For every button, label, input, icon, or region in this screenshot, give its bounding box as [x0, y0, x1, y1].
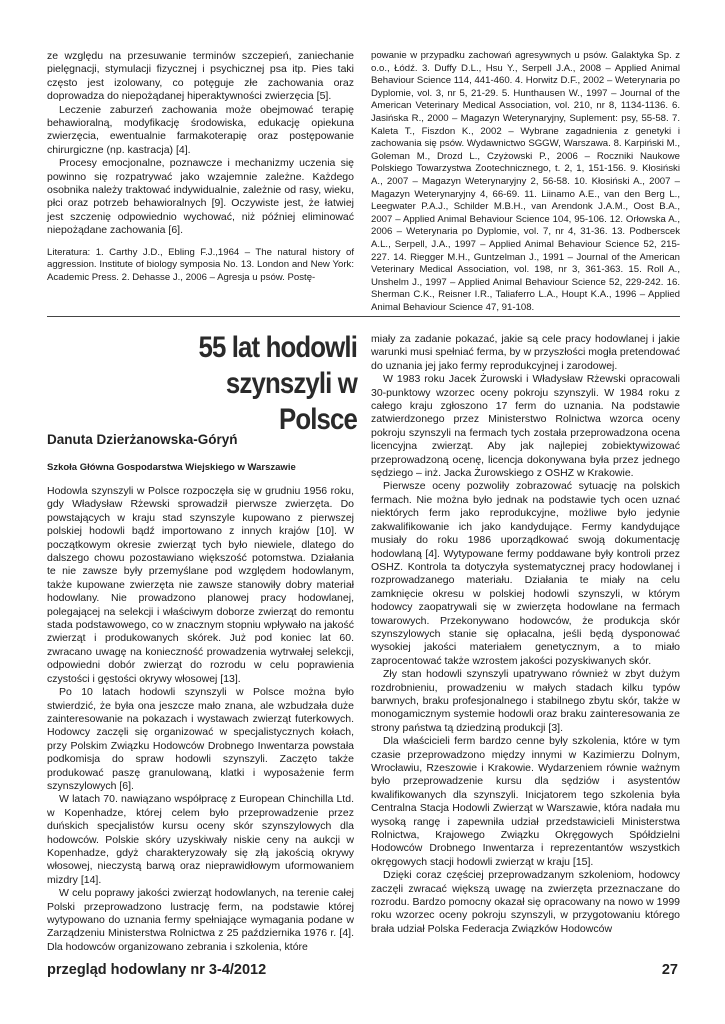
paragraph: Po 10 latach hodowli szynszyli w Polsce można było stwierdzić, że była ona jeszcze mało znana, ale wzbudzała duże zainteresowanie na pokazach i wystawach zwierząt futerkowych. Hodowcy zaczęli się organizować w specjalistycznych kołach, przy Polskim Związku Hodowców Drobnego Inwentarza powstała podkomisja do spraw hodowli szynszyli. Zaczęto także produkować paszę granulowaną, klatki i wyposażenie ferm szynszylowych [6].	[47, 686, 354, 792]
references-column	[371, 50, 680, 314]
paragraph: W latach 70. nawiązano współpracę z European Chinchilla Ltd. w Kopenhadze, której celem było przeprowadzenie przez duńskich specjalistów kursu oceny skór szynszylowych dla hodowców. Polskie skóry uzyskiwały niskie ceny na aukcji w Kopenhadze, gdyż charakteryzowały się złą jakością okrywy włosowej, nieczystą barwą oraz nieprawidłowym uformowaniem mizdry [14].	[47, 793, 354, 886]
literature-block: Literatura: 1. Carthy J.D., Ebling F.J.,1964 – The natural history of aggression. Institute of biology symposia No. 13. London and New York: Academic Press. 2. Dehasse J., 2006 – Agresja u psów. Postę-	[47, 246, 354, 283]
paragraph: Procesy emocjonalne, poznawcze i mechanizmy uczenia się powinno się rozpatrywać jako wzajemnie zależne. Każdego osobnika należy traktować indywidualnie, zależnie od rasy, wieku, płci oraz potrzeb behawioralnych [9]. Oczywiste jest, że łatwiej jest szczenię odpowiednio wychować, niż później eliminować niepożądane zachowania [6].	[47, 157, 354, 237]
paragraph: miały za zadanie pokazać, jakie są cele pracy hodowlanej i jakie warunki musi spełniać ferma, by w przyszłości mogła pretendować do uznania jej jako fermy reprodukcyjnej i zarodowej.	[371, 333, 680, 372]
article-left-column	[47, 485, 354, 954]
article-title	[153, 330, 357, 438]
article-author: Danuta Dzierżanowska-Góryń	[47, 432, 238, 447]
article-right-column	[371, 333, 680, 936]
paragraph: Dla właścicieli ferm bardzo cenne były szkolenia, które w tym czasie przeprowadzono między innymi w Kazimierzu Dolnym, Wrocławiu, Rzeszowie i Krakowie. Wydarzeniem równie ważnym było przeprowadzenie kursu dla sędziów i asystentów kwalifikowanych dla szynszyli. Inicjatorem tego szkolenia była Centralna Stacja Hodowli Zwierząt w Warszawie, która nadała mu wysoką rangę i zapewniła udział przedstawicieli Ministerstwa Rolnictwa, Krajowego Związku Okręgowych Spółdzielni Hodowców Drobnego Inwentarza i reprezentantów wszystkich okręgowych stacji hodowli zwierząt w kraju [15].	[371, 735, 680, 868]
page-number: 27	[661, 962, 678, 978]
article-title-line: szynszyli w Polsce	[225, 367, 357, 436]
top-left-column	[47, 50, 354, 284]
section-divider	[47, 316, 680, 317]
article-title-line: 55 lat hodowli	[198, 331, 357, 364]
paragraph: ze względu na przesuwanie terminów szczepień, zaniechanie pielęgnacji, stymulacji fizycznej i psychicznej psa itp. Pies taki często jest izolowany, co potęguje złe zachowania oraz doprowadza do niepożądanej hiperaktywności zwierzęcia [5].	[47, 50, 354, 103]
paragraph: Hodowla szynszyli w Polsce rozpoczęła się w grudniu 1956 roku, gdy Władysław Rżewski sprowadził pierwsze zwierzęta. Do powstających w kraju stad szynszyle kupowano z pierwszej polskiej hodowli bądź importowano z innych krajów [10]. W początkowym okresie zwierząt tych było niewiele, dlatego do dalszego chowu pozostawiano większość potomstwa. Działania te nie zawsze były przemyślane pod względem hodowlanym, także kupowane zwierzęta nie zawsze stanowiły dobry materiał hodowlany. Nie prowadzono planowej pracy hodowlanej, polegającej na selekcji i właściwym doborze zwierząt do remontu stada podstawowego, co w znacznym stopniu wpływało na jakość zwierząt i produkowanych skórek. Już pod koniec lat 60. zwracano uwagę na konieczność prowadzenia wytrwałej selekcji, odpowiedni dobór zwierząt do rozrodu w celu poprawienia czystości i gęstości okrywy włosowej [13].	[47, 485, 354, 685]
paragraph: W celu poprawy jakości zwierząt hodowlanych, na terenie całej Polski przeprowadzono lustrację ferm, na podstawie której wytypowano do uznania fermy spełniające wymagania podane w Zarządzeniu Ministerstwa Rolnictwa z 25 października 1976 r. [4]. Dla hodowców organizowano zebrania i szkolenia, które	[47, 887, 354, 953]
article-affiliation: Szkoła Główna Gospodarstwa Wiejskiego w Warszawie	[47, 462, 296, 473]
paragraph: W 1983 roku Jacek Żurowski i Władysław Rżewski opracowali 30-punktowy wzorzec oceny pokroju szynszyli. W 1984 roku z całego kraju zgłoszono 17 ferm do uznania. Na podstawie zatwierdzonego przez Ministerstwo Rolnictwa wzorca oceny pokroju szynszyli na fermach tych została przeprowadzona ocena licencyjna zwierząt. Aby jak najlepiej zobiektywizować przeprowadzoną ocenę, licencja dokonywana była przez jednego sędziego – inż. Jacka Żurowskiego z OSHZ w Krakowie.	[371, 373, 680, 480]
paragraph: Dzięki coraz częściej przeprowadzanym szkoleniom, hodowcy zaczęli zwracać większą uwagę na zwierzęta przeznaczane do rozrodu. Bardzo pomocny okazał się opracowany na nowo w 1999 roku wzorzec oceny pokroju szynszyli, w przygotowaniu którego brała udział Polska Federacja Związków Hodowców	[371, 869, 680, 935]
references-text: powanie w przypadku zachowań agresywnych u psów. Galaktyka Sp. z o.o., Łódź. 3. Duffy D.L., Hsu Y., Serpell J.A., 2008 – Applied Animal Behaviour Science 114, 441-460. 4. Horwitz D.F., 2002 – Weterynaria po Dyplomie, vol. 3, nr 5, 21-29. 5. Hunthausen W., 1997 – Journal of the American Veterinary Medical Association, vol. 210, nr 8, 1134-1136. 6. Jasińska R., 2000 – Magazyn Weterynaryjny, Suplement: psy, 55-58. 7. Kaleta T., Fiszdon K., 2002 – Wybrane zagadnienia z genetyki i zachowania się psów. Wydawnictwo SGGW, Warszawa. 8. Karpiński M., Goleman M., Drozd L., Czyżowski P., 2006 – Roczniki Naukowe Polskiego Towarzystwa Zootechnicznego, t. 2, 1, 151-156. 9. Kłosiński A., 2007 – Magazyn Weterynaryjny 2, 56-58. 10. Kłosiński A., 2007 – Magazyn Weterynaryjny 4, 66-69. 11. Liinamo A.E., van den Berg L., Leegwater P.A.J., Schilder M.B.H., van Arendonk J.A.M., Oost B.A., 2007 – Applied Animal Behaviour Science 104, 95-106. 12. Orłowska A., 2006 – Weterynaria po Dyplomie, vol. 7, nr 4, 31-36. 13. Podberscek A.L., Serpell, J.A., 1997 – Applied Animal Behaviour Science 52, 215-227. 14. Riegger M.H., Guntzelman J., 1991 – Journal of the American Veterinary Medical Association, vol. 198, nr 3, 361-363. 15. Roll A., Unshelm J., 1997 – Applied Animal Behaviour Science 52, 229-242. 16. Sherman C.K., Reisner I.R., Taliaferro L.A., Houpt K.A., 1996 – Applied Animal Behaviour Science 47, 91-108.	[371, 50, 680, 313]
paragraph: Pierwsze oceny pozwoliły zobrazować sytuację na polskich fermach. Nie można było jednak na podstawie tych ocen uznać niektórych ferm jako reprodukcyjne, możliwe było jedynie zakwalifikowanie ich jako kandydujące. Fermy kandydujące musiały do roku 1986 uporządkować swoją dokumentację hodowlaną [4]. Wytypowane fermy poddawane były kontroli przez OSHZ. Kontrola ta dotyczyła systematycznej pracy hodowlanej i rozprowadzanego materiału. Działania te miały na celu zamknięcie okresu w polskiej hodowli szynszyli, w którym hodowcy zaopatrywali się w zwierzęta hodowlane na fermach towarowych. Przekonywano hodowców, że produkcja skór szynszylowych stanie się opłacalna, jeśli będą dysponować wysokiej jakości materiałem genetycznym, a to miało zaprocentować także wzrostem jakości pozyskiwanych skór.	[371, 480, 680, 667]
journal-footer: przegląd hodowlany nr 3-4/2012	[47, 962, 267, 978]
paragraph: Zły stan hodowli szynszyli upatrywano również w zbyt dużym rozdrobnieniu, prowadzeniu w małych stadach kilku typów barwnych, braku profesjonalnego i stabilnego zbytu skór, także w monogamicznym systemie hodowli oraz braku zainteresowania ze strony państwa tą dziedziną produkcji [3].	[371, 668, 680, 734]
paragraph: Leczenie zaburzeń zachowania może obejmować terapię behawioralną, modyfikację środowiska, edukację opiekuna zwierzęcia, ewentualnie farmakoterapię oraz postępowanie chirurgiczne (np. kastracja) [4].	[47, 103, 354, 156]
